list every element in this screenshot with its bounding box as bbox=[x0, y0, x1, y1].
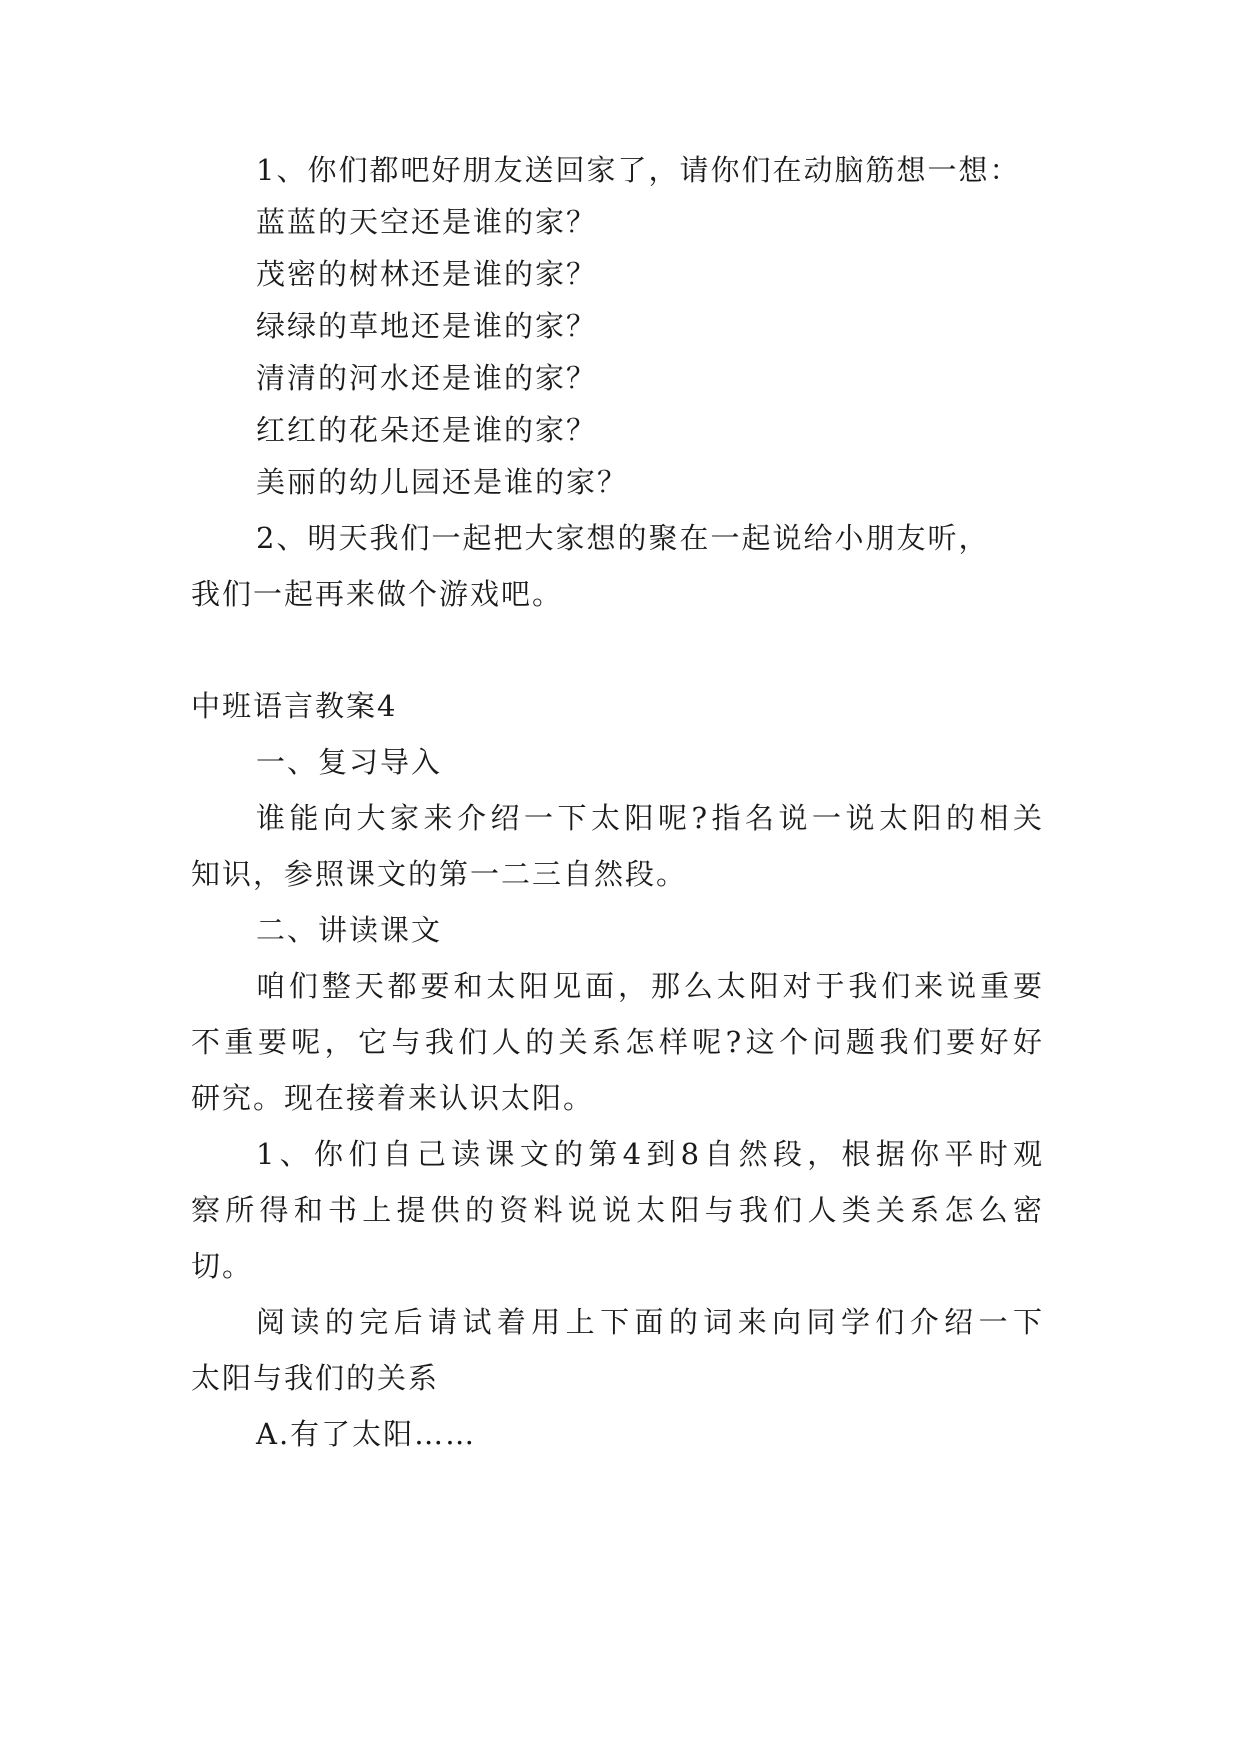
question-forest: 茂密的树林还是谁的家？ bbox=[256, 257, 598, 291]
item-2-line-2: 我们一起再来做个游戏吧。 bbox=[191, 577, 564, 611]
question-grass: 绿绿的草地还是谁的家？ bbox=[256, 309, 598, 343]
paragraph-2-line-2: 不重要呢，它与我们人的关系怎样呢?这个问题我们要好好 bbox=[191, 1025, 1042, 1059]
paragraph-4-line-2: 太阳与我们的关系 bbox=[191, 1361, 440, 1395]
paragraph-2-line-3: 研究。现在接着来认识太阳。 bbox=[191, 1081, 595, 1115]
section-title: 中班语言教案4 bbox=[191, 689, 398, 723]
question-flowers: 红红的花朵还是谁的家？ bbox=[256, 413, 598, 447]
paragraph-3-line-3: 切。 bbox=[191, 1249, 254, 1283]
item-1-line-1: 1、你们都吧好朋友送回家了，请你们在动脑筋想一想： bbox=[256, 153, 1021, 187]
question-sky: 蓝蓝的天空还是谁的家？ bbox=[256, 205, 598, 239]
option-a: A.有了太阳…… bbox=[256, 1417, 477, 1451]
question-kindergarten: 美丽的幼儿园还是谁的家？ bbox=[256, 465, 629, 499]
paragraph-1-line-1: 谁能向大家来介绍一下太阳呢?指名说一说太阳的相关 bbox=[256, 801, 1042, 835]
heading-reading: 二、讲读课文 bbox=[256, 913, 443, 947]
paragraph-4-line-1: 阅读的完后请试着用上下面的词来向同学们介绍一下 bbox=[256, 1305, 1042, 1339]
question-river: 清清的河水还是谁的家？ bbox=[256, 361, 598, 395]
paragraph-3-line-1: 1、你们自己读课文的第4到8自然段，根据你平时观 bbox=[256, 1137, 1042, 1171]
paragraph-1-line-2: 知识，参照课文的第一二三自然段。 bbox=[191, 857, 688, 891]
item-2-line-1: 2、明天我们一起把大家想的聚在一起说给小朋友听， bbox=[256, 521, 990, 555]
paragraph-3-line-2: 察所得和书上提供的资料说说太阳与我们人类关系怎么密 bbox=[191, 1193, 1042, 1227]
paragraph-2-line-1: 咱们整天都要和太阳见面，那么太阳对于我们来说重要 bbox=[256, 969, 1042, 1003]
heading-review: 一、复习导入 bbox=[256, 745, 443, 779]
